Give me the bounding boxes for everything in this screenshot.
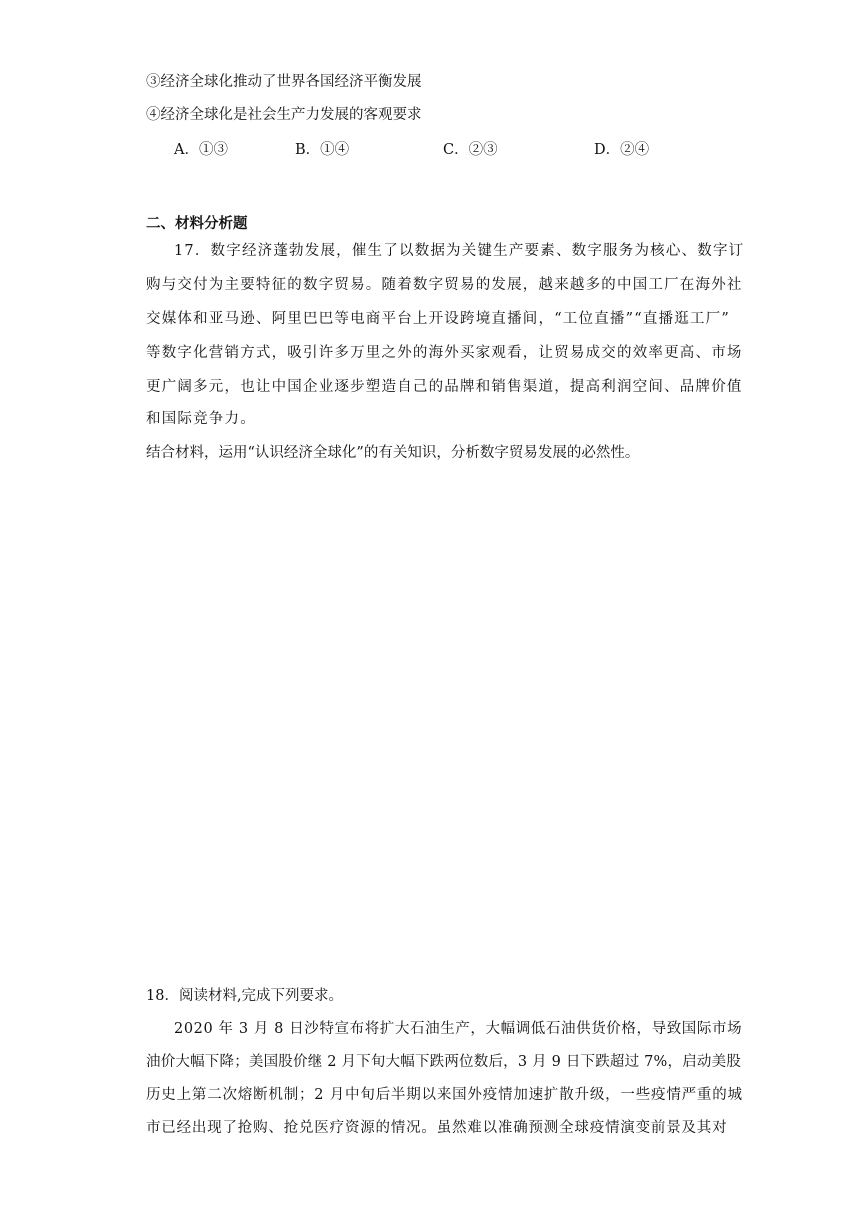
q18-line-4: 市已经出现了抢购、抢兑医疗资源的情况。虽然难以准确预测全球疫情演变前景及其对 — [146, 1120, 728, 1136]
q17-line-6: 和国际竞争力。 — [146, 411, 256, 427]
option-a: A．①③ — [174, 142, 228, 158]
q17-question: 结合材料，运用“认识经济全球化”的有关知识，分析数字贸易发展的必然性。 — [146, 445, 640, 461]
section-heading: 二、材料分析题 — [146, 216, 248, 232]
q18-line-1: 2020 年 3 月 8 日沙特宣布将扩大石油生产，大幅调低石油供货价格，导致国际市场 — [174, 1021, 743, 1037]
q16-item-4: ④经济全球化是社会生产力发展的客观要求 — [146, 107, 422, 123]
q17-line-3: 交媒体和亚马逊、阿里巴巴等电商平台上开设跨境直播间，“工位直播”“直播逛工厂” — [146, 311, 730, 327]
q17-line-1: 17．数字经济蓬勃发展，催生了以数据为关键生产要素、数字服务为核心、数字订 — [174, 243, 745, 259]
option-c: C．②③ — [443, 142, 498, 158]
option-b: B．①④ — [295, 142, 350, 158]
q18-line-3: 历史上第二次熔断机制；2 月中旬后半期以来国外疫情加速扩散升级，一些疫情严重的城 — [146, 1087, 743, 1103]
q17-line-5: 更广阔多元，也让中国企业逐步塑造自己的品牌和销售渠道，提高利润空间、品牌价值 — [146, 379, 743, 395]
q16-item-3: ③经济全球化推动了世界各国经济平衡发展 — [146, 74, 422, 90]
q17-line-4: 等数字化营销方式，吸引许多万里之外的海外买家观看，让贸易成交的效率更高、市场 — [146, 345, 743, 361]
option-d: D．②④ — [594, 142, 650, 158]
q18-line-2: 油价大幅下降；美国股价继 2 月下旬大幅下跌两位数后，3 月 9 日下跌超过 7%，启动美股 — [146, 1054, 742, 1070]
q17-line-2: 购与交付为主要特征的数字贸易。随着数字贸易的发展，越来越多的中国工厂在海外社 — [146, 277, 743, 293]
q18-title: 18．阅读材料,完成下列要求。 — [146, 988, 344, 1004]
